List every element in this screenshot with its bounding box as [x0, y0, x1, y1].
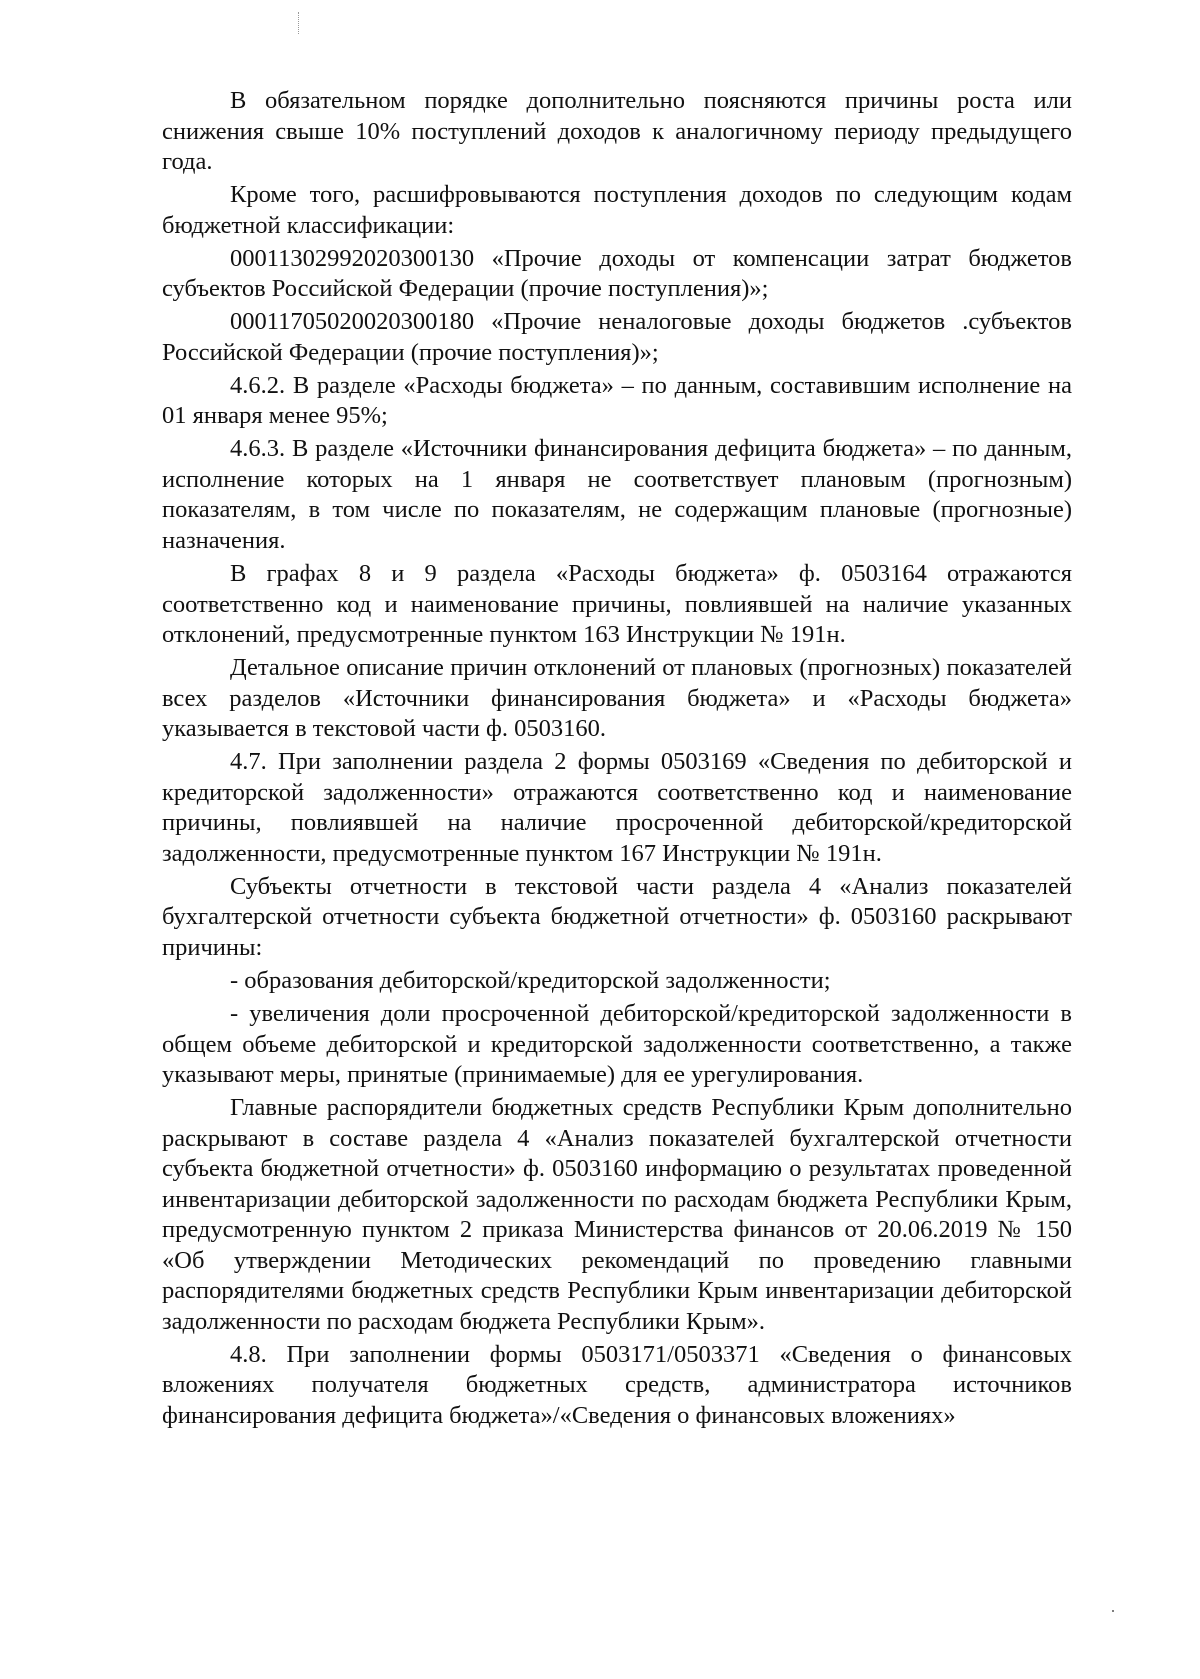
- paragraph: Кроме того, расшифровываются поступления доходов по следующим кодам бюджетной классификации:: [162, 181, 1072, 239]
- paragraph: Главные распорядители бюджетных средств Республики Крым дополнительно раскрывают в составе раздела 4 «Анализ показателей бухгалтерской отчетности субъекта бюджетной отчетности» ф. 0503160 информацию о результатах проведенной инвентаризации дебиторской задолженности по расходам бюджета Республики Крым, предусмотренную пунктом 2 приказа Министерства финансов от 20.06.2019 № 150 «Об утверждении Методических рекомендаций по проведению главными распорядителями бюджетных средств Республики Крым инвентаризации дебиторской задолженности по расходам бюджета Республики Крым».: [162, 1094, 1072, 1335]
- paragraph: В обязательном порядке дополнительно поясняются причины роста или снижения свыше 10% поступлений доходов к аналогичному периоду предыдущего года.: [162, 87, 1072, 175]
- paragraph: 00011302992020300130 «Прочие доходы от компенсации затрат бюджетов субъектов Российской Федерации (прочие поступления)»;: [162, 244, 1072, 303]
- scan-artifact: [298, 12, 300, 34]
- paragraph: 00011705020020300180 «Прочие неналоговые доходы бюджетов .субъектов Российской Федерации (прочие поступления)»;: [162, 308, 1072, 366]
- paragraph: - образования дебиторской/кредиторской задолженности;: [230, 966, 831, 994]
- document-body: [162, 86, 1072, 1434]
- paragraph: 4.8. При заполнении формы 0503171/0503371 «Сведения о финансовых вложениях получателя бюджетных средств, администратора источников финансирования дефицита бюджета»/«Сведения о финансовых вложениях»: [162, 1340, 1072, 1429]
- paragraph: 4.6.3. В разделе «Источники финансирования дефицита бюджета» – по данным, исполнение которых на 1 января не соответствует плановым (прогнозным) показателям, в том числе по показателям, не содержащим плановые (прогнозные) назначения.: [162, 435, 1072, 554]
- paragraph: Детальное описание причин отклонений от плановых (прогнозных) показателей всех разделов «Источники финансирования бюджета» и «Расходы бюджета» указывается в текстовой части ф. 0503160.: [162, 654, 1072, 743]
- paragraph: - увеличения доли просроченной дебиторской/кредиторской задолженности в общем объеме дебиторской и кредиторской задолженности соответственно, а также указывают меры, принятые (принимаемые) для ее урегулирования.: [162, 1000, 1072, 1089]
- paragraph: 4.6.2. В разделе «Расходы бюджета» – по данным, составившим исполнение на 01 января менее 95%;: [162, 371, 1072, 430]
- paragraph: Субъекты отчетности в текстовой части раздела 4 «Анализ показателей бухгалтерской отчетности субъекта бюджетной отчетности» ф. 0503160 раскрывают причины:: [162, 872, 1072, 961]
- paragraph: В графах 8 и 9 раздела «Расходы бюджета» ф. 0503164 отражаются соответственно код и наименование причины, повлиявшей на наличие указанных отклонений, предусмотренные пунктом 163 Инструкции № 191н.: [162, 560, 1072, 649]
- scan-dot: [1112, 1610, 1114, 1612]
- paragraph: 4.7. При заполнении раздела 2 формы 0503169 «Сведения по дебиторской и кредиторской задолженности» отражаются соответственно код и наименование причины, повлиявшей на наличие просроченной дебиторской/кредиторской задолженности, предусмотренные пунктом 167 Инструкции № 191н.: [162, 748, 1072, 867]
